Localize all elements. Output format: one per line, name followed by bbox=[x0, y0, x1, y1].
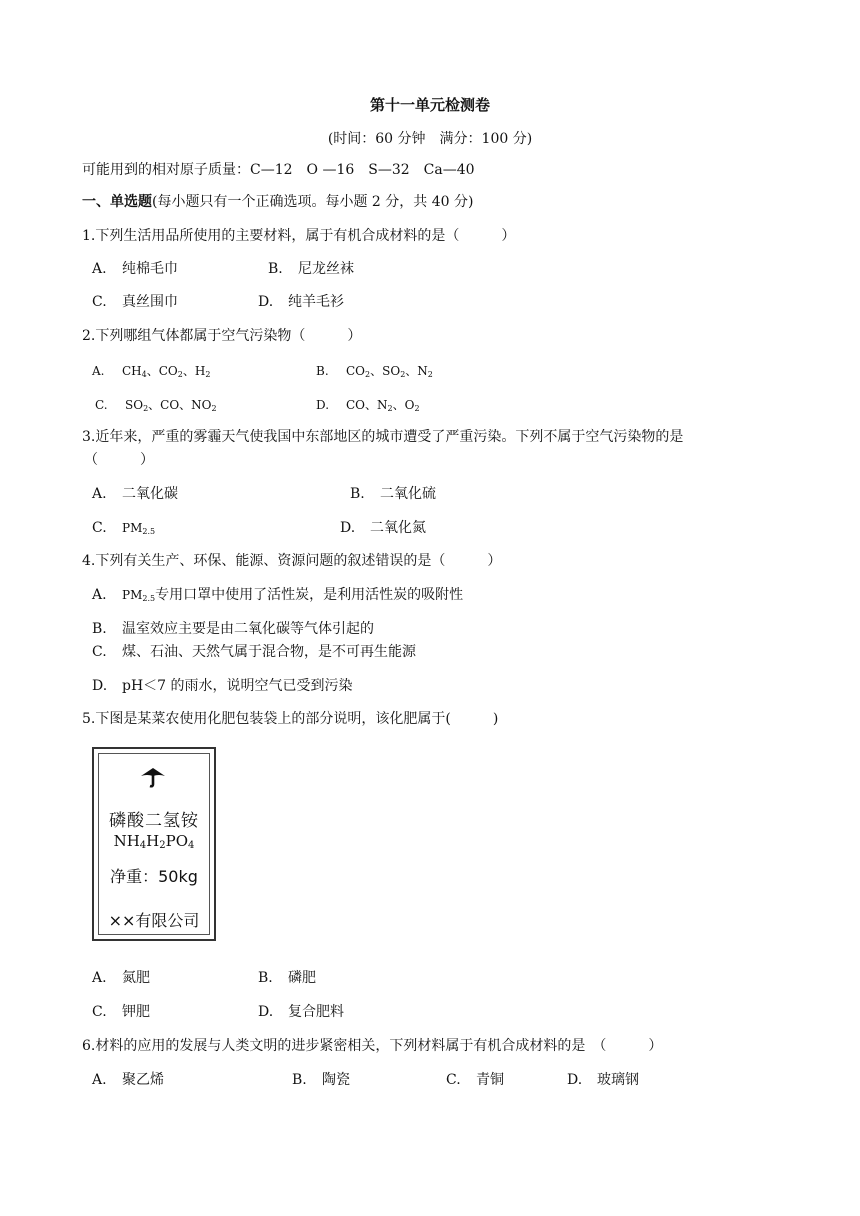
q1-option-b bbox=[268, 260, 354, 278]
q3-option-a bbox=[92, 485, 178, 503]
q4-option-c bbox=[92, 643, 416, 661]
section-heading bbox=[82, 193, 473, 211]
q4-option-d bbox=[92, 677, 353, 695]
option-letter: A. bbox=[92, 1072, 107, 1088]
section-heading-rest: (每小题只有一个正确选项。每小题 2 分，共 40 分) bbox=[152, 194, 474, 210]
q6-option-c bbox=[446, 1071, 504, 1089]
option-text: 青铜 bbox=[476, 1072, 504, 1088]
umbrella-icon bbox=[139, 766, 167, 788]
option-text: 钾肥 bbox=[122, 1004, 150, 1020]
option-letter: C. bbox=[92, 1004, 107, 1020]
q2-option-a bbox=[92, 362, 210, 380]
q1-option-a bbox=[92, 260, 178, 278]
option-text: pH＜7 的雨水，说明空气已受到污染 bbox=[122, 678, 353, 694]
q6-option-b bbox=[292, 1071, 350, 1089]
option-letter: A. bbox=[92, 970, 107, 986]
option-letter: B. bbox=[292, 1072, 307, 1088]
option-text: 二氧化氮 bbox=[370, 520, 426, 536]
option-text: 二氧化硫 bbox=[380, 486, 436, 502]
q5-option-b bbox=[258, 969, 316, 987]
label-product-name: 磷酸二氢铵 bbox=[109, 811, 199, 831]
option-letter: D. bbox=[316, 398, 330, 412]
exam-title: 第十一单元检测卷 bbox=[369, 96, 490, 114]
q4-a-text: $PM_{2.5}$专用口罩中使用了活性炭，是利用活性炭的吸附性 bbox=[122, 587, 464, 603]
option-text: 复合肥料 bbox=[288, 1004, 344, 1020]
q3-option-c bbox=[92, 519, 155, 537]
option-letter: C. bbox=[92, 520, 107, 536]
exam-subtitle: (时间：60 分钟 满分：100 分) bbox=[327, 131, 533, 147]
q4-stem: 4.下列有关生产、环保、能源、资源问题的叙述错误的是（ ） bbox=[82, 553, 502, 569]
option-letter: D. bbox=[340, 520, 356, 536]
fertilizer-label-figure bbox=[92, 747, 216, 941]
q1-option-d bbox=[258, 293, 344, 311]
label-company: ××有限公司 bbox=[108, 911, 200, 930]
option-letter: B. bbox=[316, 364, 329, 378]
option-text: 纯棉毛巾 bbox=[122, 261, 178, 277]
q6-option-d bbox=[567, 1071, 639, 1089]
option-letter: B. bbox=[92, 621, 107, 637]
option-letter: B. bbox=[268, 261, 283, 277]
option-letter: C. bbox=[446, 1072, 461, 1088]
q2-option-b bbox=[316, 362, 433, 380]
option-letter: B. bbox=[350, 486, 365, 502]
q5-option-d bbox=[258, 1003, 344, 1021]
q3-stem-line1: 3.近年来，严重的雾霾天气使我国中东部地区的城市遭受了严重污染。下列不属于空气污染物的是 bbox=[82, 429, 684, 445]
option-letter: C. bbox=[92, 294, 107, 310]
q5-stem: 5.下图是某菜农使用化肥包装袋上的部分说明，该化肥属于( ) bbox=[82, 711, 499, 727]
option-letter: C. bbox=[95, 398, 108, 412]
section-heading-bold: 一、单选题 bbox=[82, 194, 152, 210]
q3-stem-line2: （ ） bbox=[84, 452, 154, 468]
option-letter: B. bbox=[258, 970, 273, 986]
option-text: 陶瓷 bbox=[322, 1072, 350, 1088]
option-text: 煤、石油、天然气属于混合物，是不可再生能源 bbox=[122, 644, 416, 660]
q6-option-a bbox=[92, 1071, 164, 1089]
fertilizer-label-inner-border bbox=[98, 753, 210, 935]
option-text: 尼龙丝袜 bbox=[298, 261, 354, 277]
q3-option-d bbox=[340, 519, 426, 537]
option-text: 二氧化碳 bbox=[122, 486, 178, 502]
option-letter: D. bbox=[258, 1004, 274, 1020]
option-text: 氮肥 bbox=[122, 970, 150, 986]
q6-stem: 6.材料的应用的发展与人类文明的进步紧密相关，下列材料属于有机合成材料的是 （ ） bbox=[82, 1038, 663, 1054]
option-letter: D. bbox=[92, 678, 108, 694]
q2-c-formula: $SO_2$、CO、$NO_2$ bbox=[125, 398, 217, 413]
q3-c-formula: $PM_{2.5}$ bbox=[122, 521, 156, 536]
option-letter: A. bbox=[92, 587, 107, 603]
q4-option-b bbox=[92, 620, 374, 638]
option-letter: A. bbox=[92, 364, 105, 378]
q1-stem: 1.下列生活用品所使用的主要材料，属于有机合成材料的是（ ） bbox=[82, 228, 516, 244]
option-letter: D. bbox=[258, 294, 274, 310]
q5-option-c bbox=[92, 1003, 150, 1021]
label-net-weight: 净重：50kg bbox=[110, 867, 198, 886]
option-letter: A. bbox=[92, 261, 107, 277]
option-text: 磷肥 bbox=[288, 970, 316, 986]
option-letter: D. bbox=[567, 1072, 583, 1088]
q2-option-c bbox=[95, 396, 217, 414]
option-text: 真丝围巾 bbox=[122, 294, 178, 310]
option-text: 玻璃钢 bbox=[597, 1072, 639, 1088]
option-letter: C. bbox=[92, 644, 107, 660]
q2-d-formula: CO、$N_2$、$O_2$ bbox=[346, 398, 420, 413]
q2-option-d bbox=[316, 396, 420, 414]
q2-a-formula: $CH_4$、$CO_2$、$H_2$ bbox=[122, 364, 211, 379]
q2-b-formula: $CO_2$、$SO_2$、$N_2$ bbox=[346, 364, 433, 379]
option-letter: A. bbox=[92, 486, 107, 502]
option-text: 纯羊毛衫 bbox=[288, 294, 344, 310]
option-text: 聚乙烯 bbox=[122, 1072, 164, 1088]
q5-option-a bbox=[92, 969, 150, 987]
q4-option-a bbox=[92, 586, 463, 604]
atomic-mass-line: 可能用到的相对原子质量：C—12 O —16 S—32 Ca—40 bbox=[82, 162, 475, 178]
q1-option-c bbox=[92, 293, 178, 311]
option-text: 温室效应主要是由二氧化碳等气体引起的 bbox=[122, 621, 374, 637]
q3-option-b bbox=[350, 485, 436, 503]
label-formula: $NH_4H_2PO_4$ bbox=[113, 832, 195, 851]
q2-stem: 2.下列哪组气体都属于空气污染物（ ） bbox=[82, 328, 362, 344]
